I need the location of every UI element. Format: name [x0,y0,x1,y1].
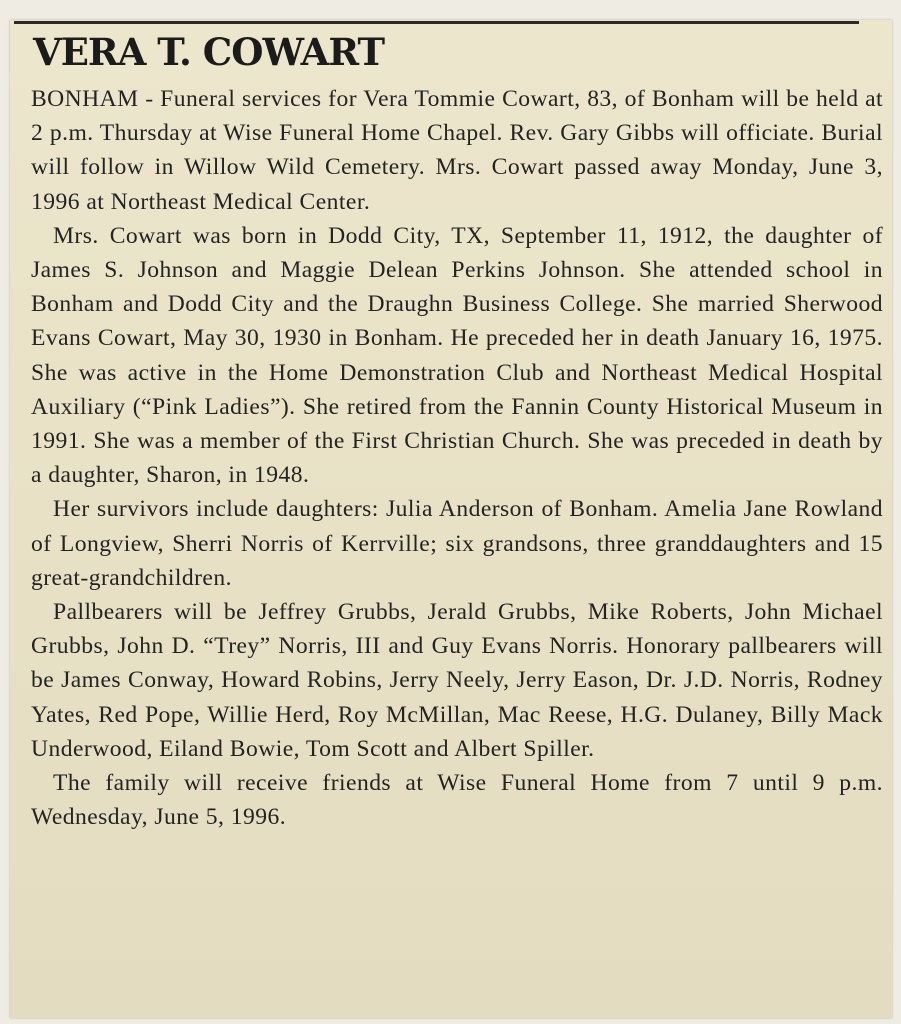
obituary-body [31,82,883,834]
top-rule-divider [14,21,859,24]
paragraph-biography: Mrs. Cowart was born in Dodd City, TX, September 11, 1912, the daughter of James S. Johnson and Maggie Delean Perkins Johnson. She attended school in Bonham and Dodd City and the Draughn Business College. She married Sherwood Evans Cowart, May 30, 1930 in Bonham. He preceded her in death January 16, 1975. She was active in the Home Demonstration Club and Northeast Medical Hospital Auxiliary (“Pink Ladies”). She retired from the Fannin County Historical Museum in 1991. She was a member of the First Christian Church. She was preceded in death by a daughter, Sharon, in 1948. [31,222,883,489]
paragraph-funeral-services: BONHAM - Funeral services for Vera Tommie Cowart, 83, of Bonham will be held at 2 p.m. Thursday at Wise Funeral Home Chapel. Rev. Gary Gibbs will officiate. Burial will follow in Willow Wild Cemetery. Mrs. Cowart passed away Monday, June 3, 1996 at Northeast Medical Center. [31,86,883,215]
paragraph-visitation: The family will receive friends at Wise Funeral Home from 7 until 9 p.m. Wednesday, June 5, 1996. [31,770,883,831]
obituary-headline: VERA T. COWART [33,30,384,74]
paragraph-survivors: Her survivors include daughters: Julia Anderson of Bonham. Amelia Jane Rowland of Longview, Sherri Norris of Kerrville; six grandsons, three granddaughters and 15 great-grandchildren. [31,496,883,591]
paragraph-pallbearers: Pallbearers will be Jeffrey Grubbs, Jerald Grubbs, Mike Roberts, John Michael Grubbs, John D. “Trey” Norris, III and Guy Evans Norris. Honorary pallbearers will be James Conway, Howard Robins, Jerry Neely, Jerry Eason, Dr. J.D. Norris, Rodney Yates, Red Pope, Willie Herd, Roy McMillan, Mac Reese, H.G. Dulaney, Billy Mack Underwood, Eiland Bowie, Tom Scott and Albert Spiller. [31,599,883,762]
